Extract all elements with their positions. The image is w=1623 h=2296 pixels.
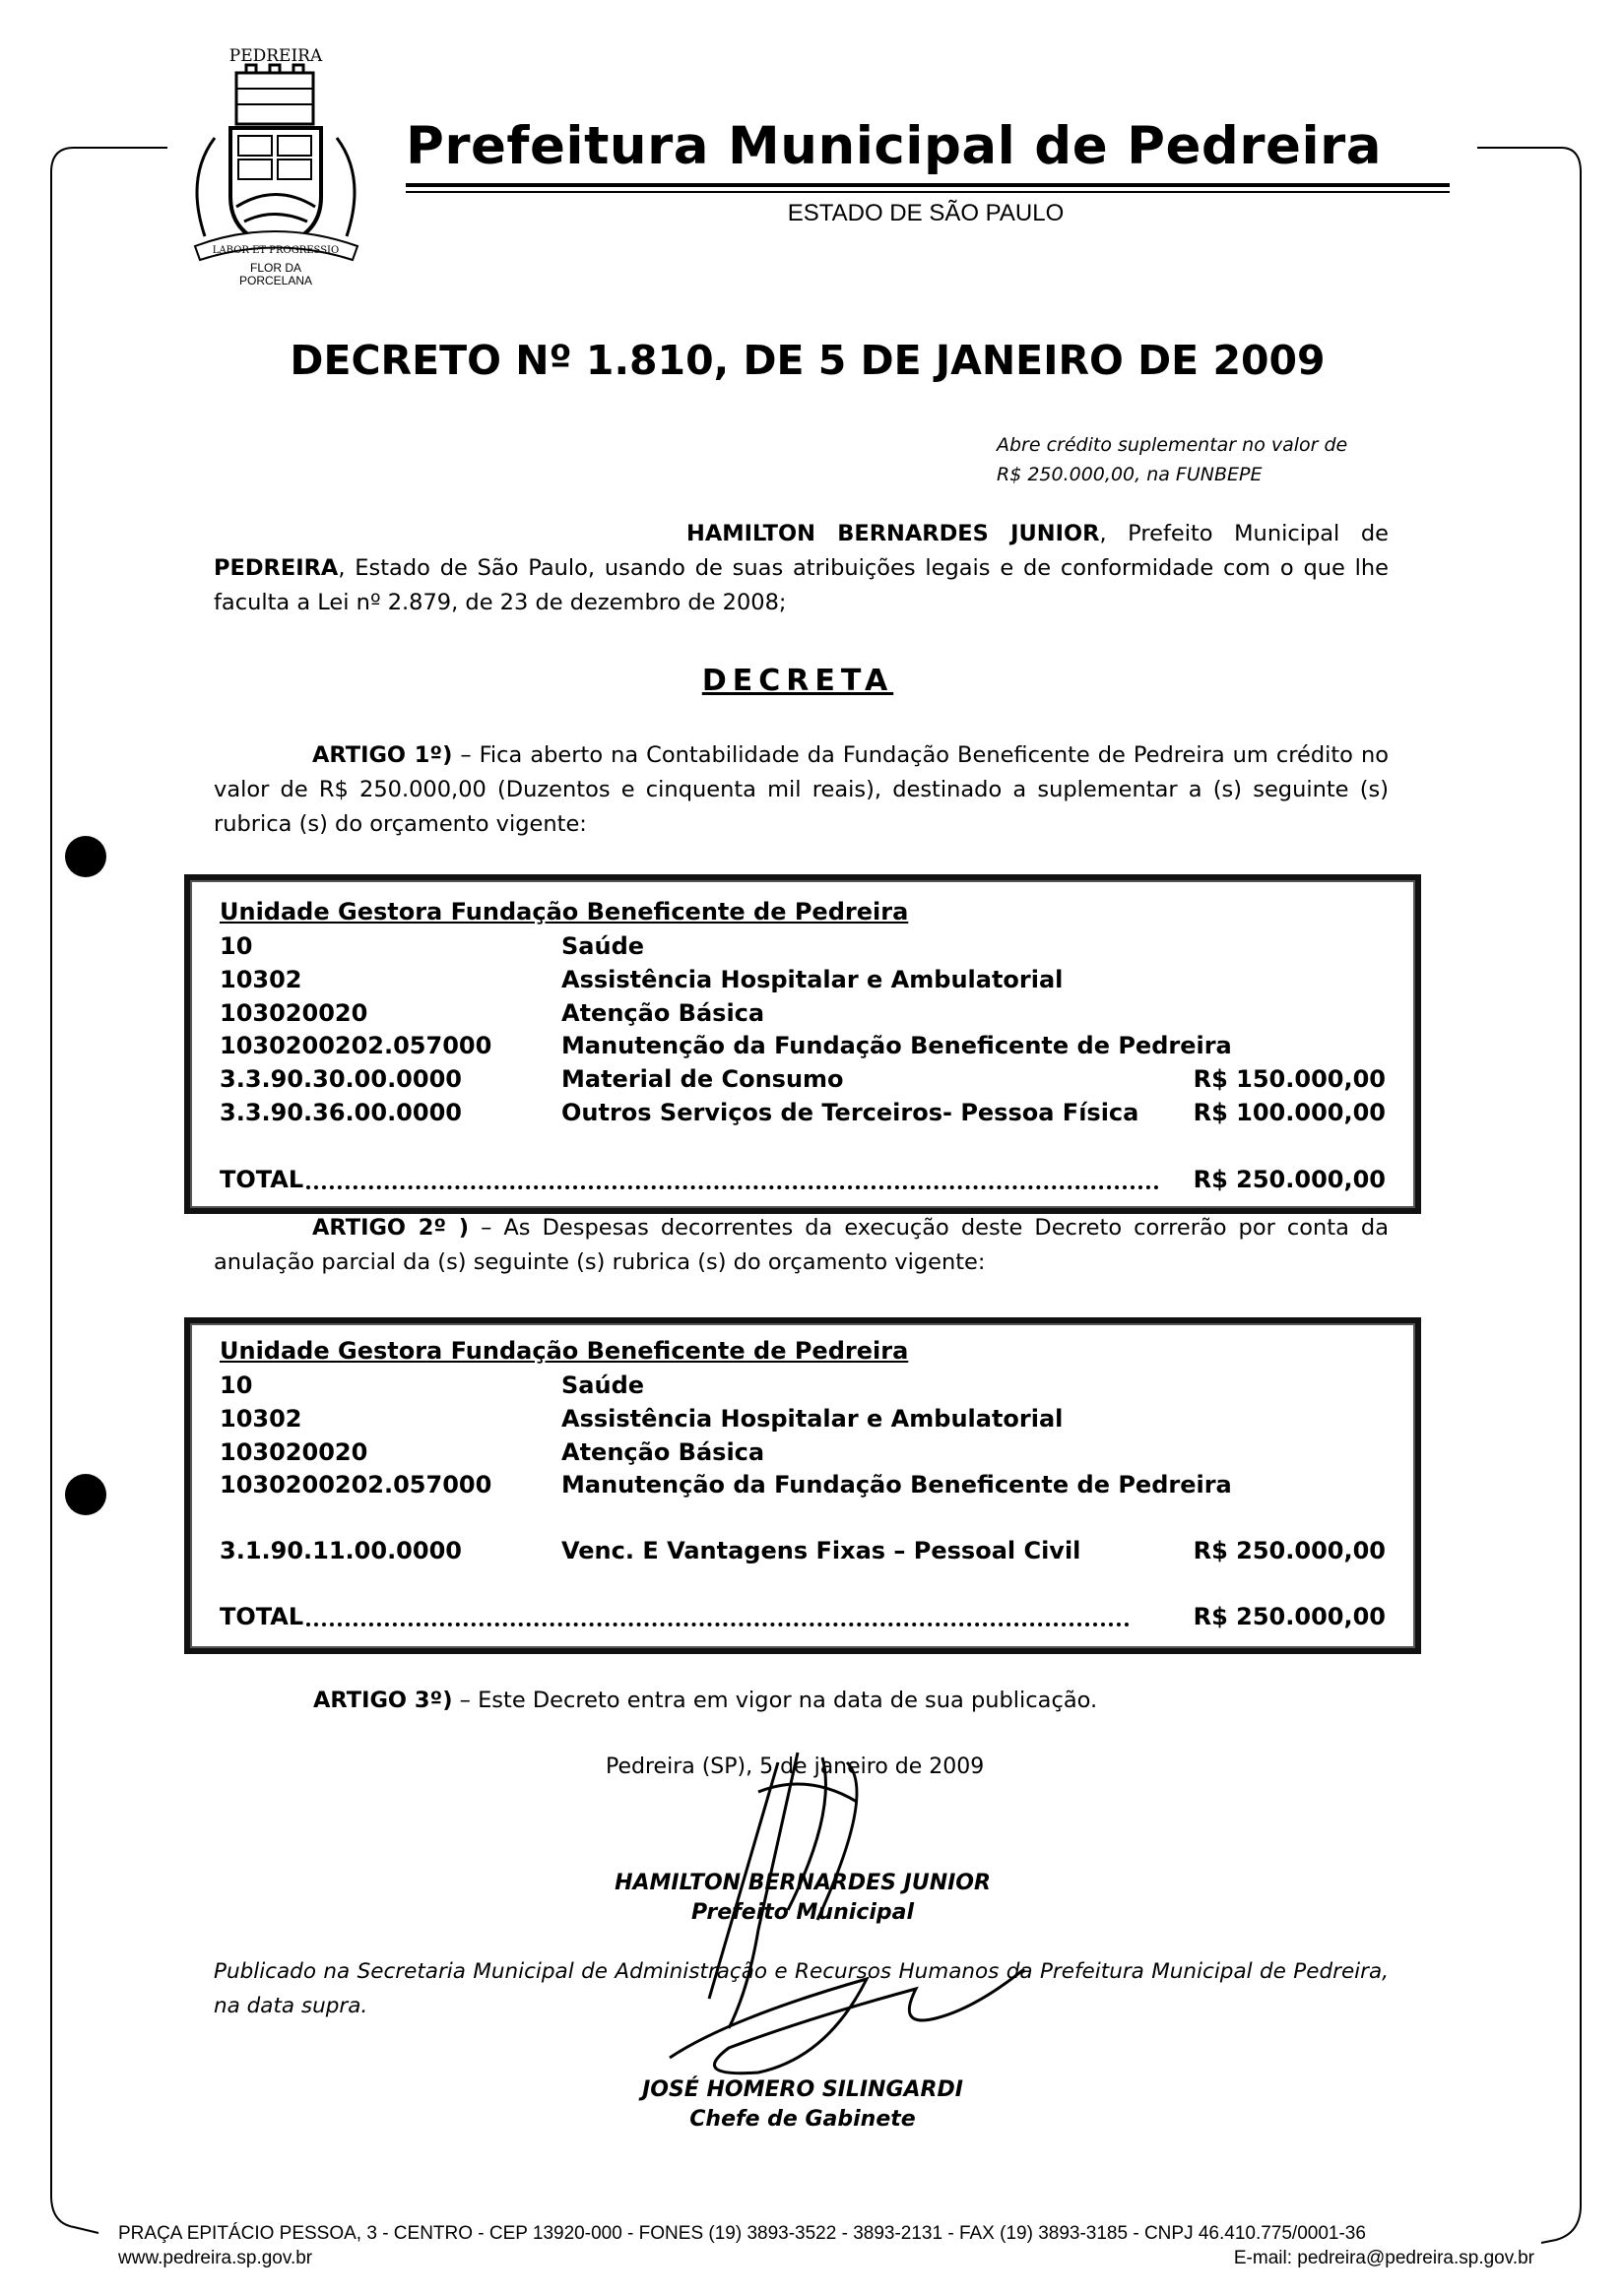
signer-2-role: Chefe de Gabinete xyxy=(689,2107,916,2132)
abstract-line-2: R$ 250.000,00, na FUNBEPE xyxy=(997,464,1263,485)
binder-hole xyxy=(65,1474,106,1515)
table-total-row: TOTAL R$ 250.000,00 xyxy=(220,1166,1386,1193)
preamble-text: , Prefeito Municipal de xyxy=(1099,521,1389,546)
table-row: 10 Saúde xyxy=(220,1371,645,1399)
article-2-label: ARTIGO 2º ) xyxy=(312,1215,470,1241)
table-row: 3.1.90.11.00.0000 Venc. E Vantagens Fixas – Pessoal Civil R$ 250.000,00 xyxy=(220,1537,1386,1564)
letterhead-subtitle: ESTADO DE SÃO PAULO xyxy=(787,200,1065,226)
logo-text-porcelana: PORCELANA xyxy=(238,274,313,286)
handwritten-signatures xyxy=(611,1733,1064,2127)
table-row: 1030200202.057000 Manutenção da Fundação Beneficente de Pedreira xyxy=(220,1032,1232,1059)
footer-website[interactable]: www.pedreira.sp.gov.br xyxy=(118,2248,313,2268)
credit-table xyxy=(184,874,1421,1214)
svg-text:PEDREIRA: PEDREIRA xyxy=(228,46,323,66)
table-row: 10 Saúde xyxy=(220,932,645,960)
logo-motto: LABOR ET PROGRESSIO xyxy=(212,245,340,256)
article-3-text: – Este Decreto entra em vigor na data de sua publicação. xyxy=(452,1688,1098,1713)
preamble-paragraph xyxy=(214,517,1389,620)
footer-address: PRAÇA EPITÁCIO PESSOA, 3 - CENTRO - CEP 13920-000 - FONES (19) 3893-3522 - 3893-2131 - FAX (19) 3893-3185 - CNPJ 46.410.775/0001-36 xyxy=(118,2223,1366,2244)
decreta-heading: DECRETA xyxy=(701,664,894,698)
decree-abstract xyxy=(997,430,1347,489)
table-row: 10302 Assistência Hospitalar e Ambulatorial xyxy=(220,966,1064,993)
annulment-table xyxy=(184,1317,1421,1654)
table-header: Unidade Gestora Fundação Beneficente de Pedreira xyxy=(220,898,909,925)
table-row: 3.3.90.30.00.0000 Material de Consumo R$ 150.000,00 xyxy=(220,1065,1386,1093)
table-row: 1030200202.057000 Manutenção da Fundação Beneficente de Pedreira xyxy=(220,1471,1232,1499)
binder-hole xyxy=(65,836,106,877)
mayor-name: HAMILTON BERNARDES JUNIOR xyxy=(686,521,1100,546)
city-name: PEDREIRA xyxy=(214,555,339,581)
article-2 xyxy=(214,1211,1389,1280)
footer-email[interactable]: E-mail: pedreira@pedreira.sp.gov.br xyxy=(1233,2248,1534,2268)
publication-note: Publicado na Secretaria Municipal de Administração e Recursos Humanos da Prefeitura Municipal de Pedreira, na data supra. xyxy=(214,1959,1389,2018)
article-1-label: ARTIGO 1º) xyxy=(312,742,453,768)
article-3-label: ARTIGO 3º) xyxy=(313,1688,453,1713)
abstract-line-1: Abre crédito suplementar no valor de xyxy=(997,434,1348,456)
title-underline xyxy=(406,183,1450,187)
table-header: Unidade Gestora Fundação Beneficente de Pedreira xyxy=(220,1337,909,1365)
table-row: 103020020 Atenção Básica xyxy=(220,1438,765,1466)
table-row: 103020020 Atenção Básica xyxy=(220,999,765,1027)
signer-1-name: HAMILTON BERNARDES JUNIOR xyxy=(615,1871,991,1895)
article-1 xyxy=(214,738,1389,842)
decree-title: DECRETO Nº 1.810, DE 5 DE JANEIRO DE 2009 xyxy=(290,337,1326,384)
municipal-coat-of-arms-logo xyxy=(175,39,377,286)
letterhead-title: Prefeitura Municipal de Pedreira xyxy=(406,116,1383,176)
table-row: 10302 Assistência Hospitalar e Ambulatorial xyxy=(220,1405,1064,1433)
title-underline-thin xyxy=(406,191,1450,193)
signer-2-name: JOSÉ HOMERO SILINGARDI xyxy=(642,2077,963,2102)
preamble-text-2: , Estado de São Paulo, usando de suas atribuições legais e de conformidade com o que lhe faculta a Lei nº 2.879, de 23 de dezembro de 2008; xyxy=(214,555,1389,615)
logo-text-flor-da: FLOR DA xyxy=(249,261,302,275)
table-total-row: TOTAL R$ 250.000,00 xyxy=(220,1603,1386,1630)
table-row: 3.3.90.36.00.0000 Outros Serviços de Terceiros- Pessoa Física R$ 100.000,00 xyxy=(220,1099,1386,1126)
article-1-text: – Fica aberto na Contabilidade da Fundação Beneficente de Pedreira um crédito no valor de R$ 250.000,00 (Duzentos e cinquenta mil reais), destinado a suplementar a (s) seguinte (s) rubrica (s) do orçamento vigente: xyxy=(214,742,1389,837)
place-date: Pedreira (SP), 5 de janeiro de 2009 xyxy=(606,1754,985,1779)
article-3 xyxy=(313,1684,1396,1718)
signer-1-role: Prefeito Municipal xyxy=(690,1900,914,1925)
article-2-text: – As Despesas decorrentes da execução deste Decreto correrão por conta da anulação parcial da (s) seguinte (s) rubrica (s) do orçamento vigente: xyxy=(214,1215,1389,1275)
